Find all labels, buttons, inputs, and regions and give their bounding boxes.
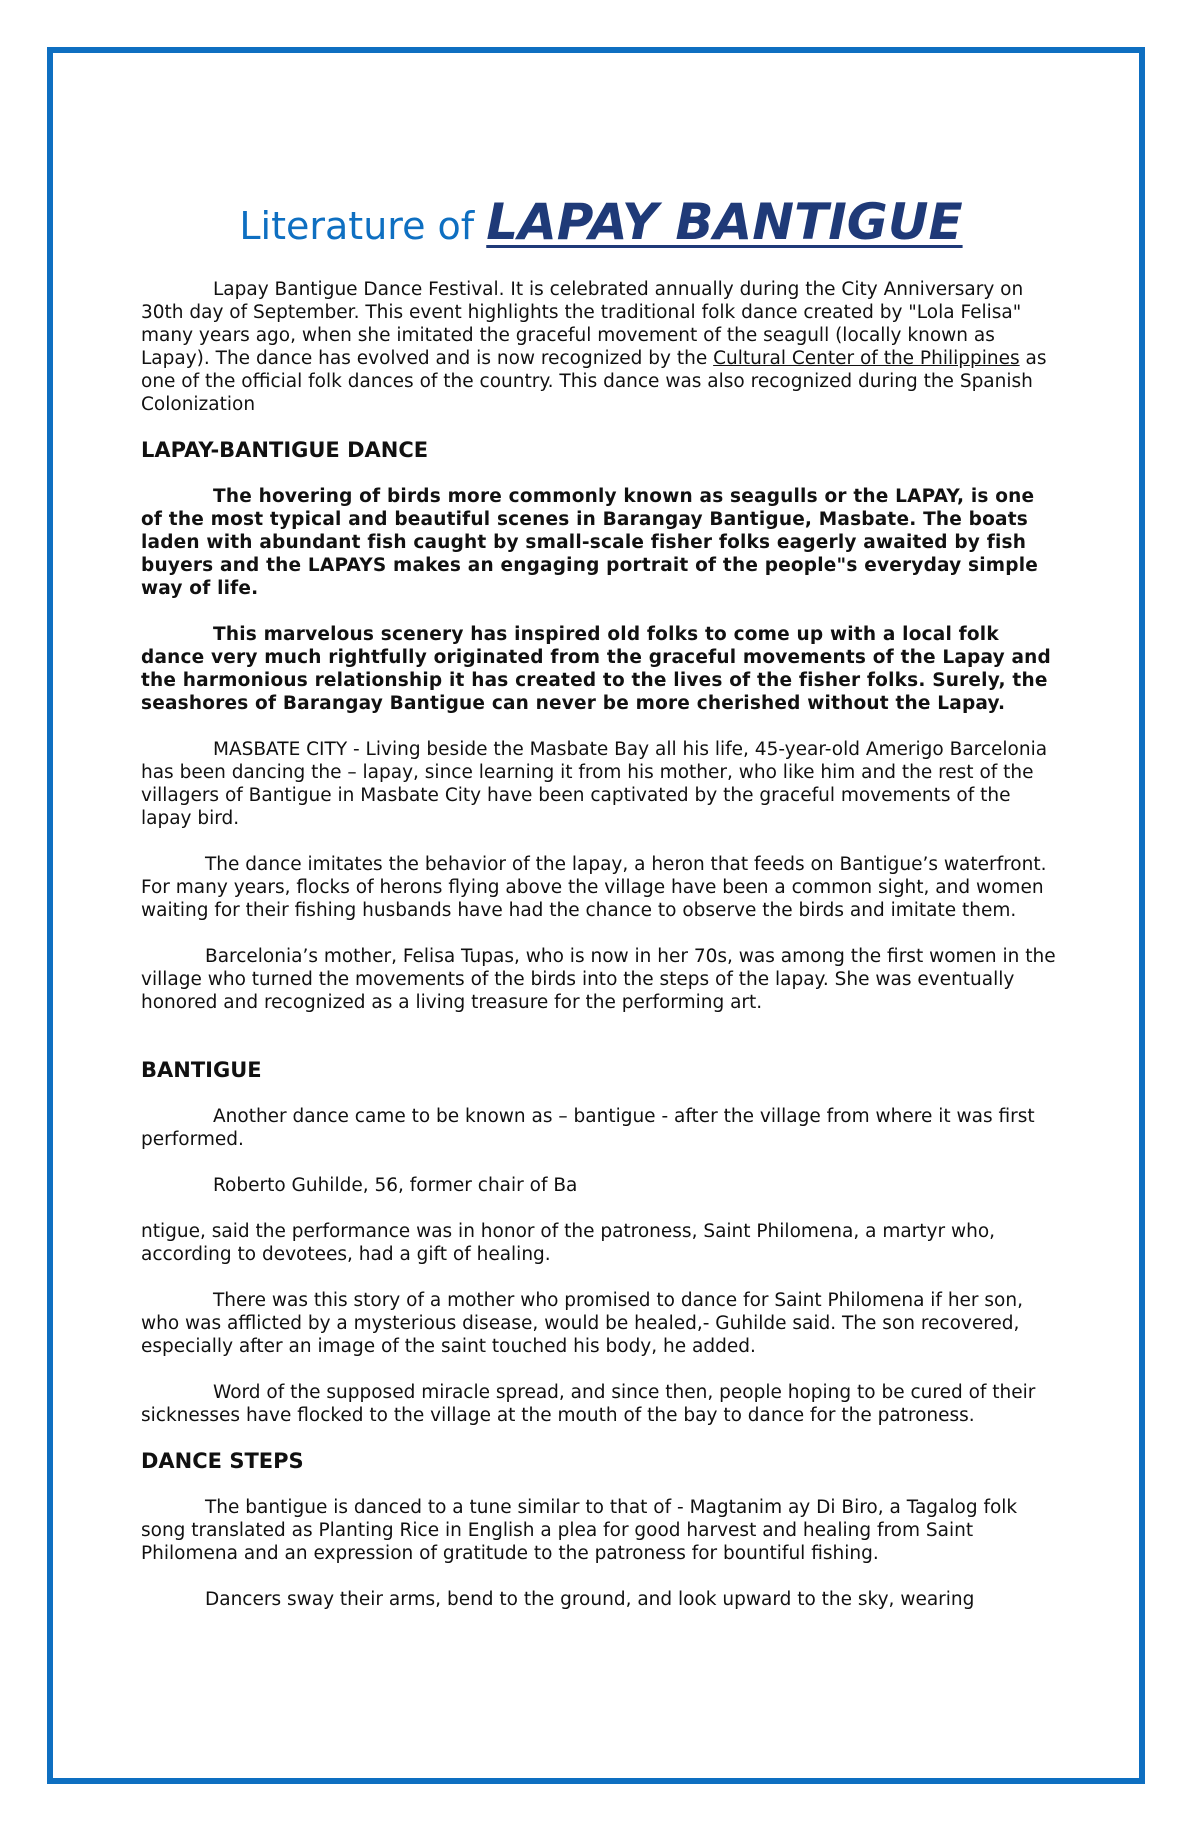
lapay-paragraph-4: The dance imitates the behavior of the lapay, a heron that feeds on Bantigue’s waterfront. For many years, flocks of herons flying above the village have been a common sight, and women waiting for their fishing husbands have had the chance to observe the birds and imitate them. [141,854,1047,921]
dance-steps-paragraph-2: Dancers sway their arms, bend to the ground, and look upward to the sky, wearing [205,1589,975,1610]
bantigue-paragraph-2a: Roberto Guhilde, 56, former chair of Ba [213,1175,578,1196]
section-heading-lapay-bantigue: LAPAY-BANTIGUE DANCE [141,438,429,462]
intro-text-after-link: as one of the official folk dances of the country. This dance was also recognized during the Spanish Colonization [141,348,1047,415]
ccp-link[interactable]: Cultural Center of the Philippines [713,348,1020,369]
section-heading-bantigue: BANTIGUE [141,1058,262,1082]
bantigue-paragraph-3: There was this story of a mother who promised to dance for Saint Philomena if her son, who was afflicted by a mysterious disease, would be healed,- Guhilde said. The son recovered, especially after an image of the saint touched his body, he added. [141,1290,1023,1357]
title-lead: Literature of [239,204,487,248]
lapay-bold-paragraph-2: This marvelous scenery has inspired old folks to come up with a local folk dance very much rightfully originated from the graceful movements of the Lapay and the harmonious relationship it has created to the lives of the fisher folks. Surely, the seashores of Barangay Bantigue can never be more cherished without the Lapay. [141,624,1051,714]
page-title [141,192,1061,264]
bantigue-paragraph-2b: ntigue, said the performance was in honor of the patroness, Saint Philomena, a martyr who, according to devotees, had a gift of healing. [141,1221,996,1265]
lapay-paragraph-3: MASBATE CITY - Living beside the Masbate Bay all his life, 45-year-old Amerigo Barcelonia has been dancing the – lapay, since learning it from his mother, who like him and the rest of the villagers of Bantigue in Masbate City have been captivated by the graceful movements of the lapay bird. [141,739,1048,829]
bantigue-paragraph-1: Another dance came to be known as – bantigue - after the village from where it was first performed. [141,1106,1035,1150]
section-heading-dance-steps: DANCE STEPS [141,1449,304,1473]
lapay-bold-paragraph-1: The hovering of birds more commonly known as seagulls or the LAPAY, is one of the most typical and beautiful scenes in Barangay Bantigue, Masbate. The boats laden with abundant fish caught by small-scale fisher folks eagerly awaited by fish buyers and the LAPAYS makes an engaging portrait of the people"s everyday simple way of life. [141,486,1038,599]
intro-paragraph [141,278,1061,416]
intro-text-before-link: Lapay Bantigue Dance Festival. It is celebrated annually during the City Anniversary on 30th day of September. This event highlights the traditional folk dance created by "Lola Felisa" many years ago, when she imitated the graceful movement of the seagull (locally known as Lapay). The dance has evolved and is now recognized by the [141,279,1024,369]
title-main: LAPAY BANTIGUE [486,193,963,251]
dance-steps-paragraph-1: The bantigue is danced to a tune similar to that of - Magtanim ay Di Biro, a Tagalog folk song translated as Planting Rice in English a plea for good harvest and healing from Saint Philomena and an expression of gratitude to the patroness for bountiful fishing. [141,1497,1018,1564]
bantigue-paragraph-4: Word of the supposed miracle spread, and since then, people hoping to be cured of their sicknesses have flocked to the village at the mouth of the bay to dance for the patroness. [141,1382,1036,1426]
document-body [141,192,1061,1611]
lapay-paragraph-5: Barcelonia’s mother, Felisa Tupas, who is now in her 70s, was among the first women in the village who turned the movements of the birds into the steps of the lapay. She was eventually honored and recognized as a living treasure for the performing art. [141,946,1056,1013]
